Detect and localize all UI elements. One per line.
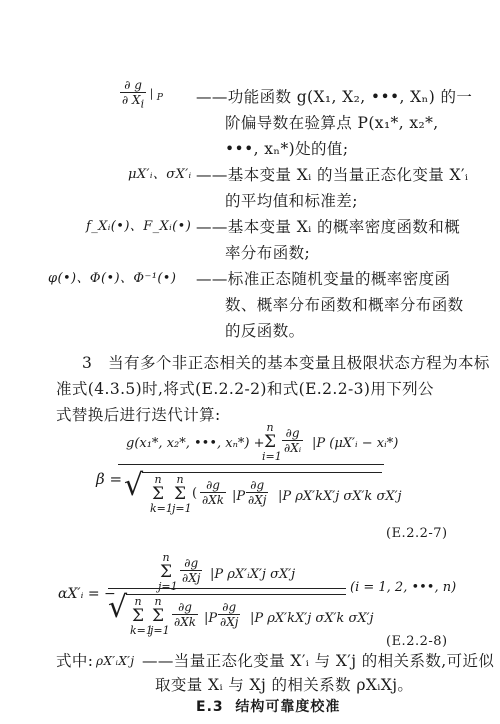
eq7-fraction-bar bbox=[118, 464, 384, 465]
where-line1: ——当量正态化变量 X′ᵢ 与 X′j 的相关系数,可近似 bbox=[142, 652, 495, 670]
eq7-num-sum: n Σ i=1 bbox=[262, 421, 282, 463]
eq8-den-frac2: $\frac{\partial g}{\partial Xj}$ bbox=[220, 600, 239, 629]
def3-line2: 率分布函数; bbox=[225, 244, 311, 262]
eq7-den-mid: |P bbox=[232, 489, 246, 504]
section-number: E.3 bbox=[196, 699, 224, 715]
eq8-condition: (i = 1, 2, •••, n) bbox=[350, 580, 457, 595]
def4-line1: ——标准正态随机变量的概率密度函 bbox=[196, 270, 451, 288]
def4-line3: 的反函数。 bbox=[225, 322, 305, 340]
eq8-num-frac: $\frac{\partial g}{\partial Xj}$ bbox=[182, 556, 201, 585]
eq7-numerator-tail: |P (μX′ᵢ − xᵢ*) bbox=[312, 436, 399, 451]
where-symbol: ρX′ᵢX′j bbox=[96, 654, 135, 668]
section-title: 结构可靠度校准 bbox=[235, 699, 341, 715]
where-prefix: 式中: bbox=[56, 652, 94, 670]
eq8-den-tail: |P ρX′kX′j σX′k σX′j bbox=[250, 611, 374, 626]
eq8-den-sum2: n Σ j=1 bbox=[150, 595, 170, 637]
eq7-lhs: β = bbox=[96, 470, 123, 488]
def3-symbol: f_Xᵢ(•)、F_Xᵢ(•) bbox=[86, 219, 192, 234]
eq8-num-tail: |P ρX′ᵢX′j σX′j bbox=[210, 567, 296, 582]
eq7-den-paren: ( bbox=[192, 486, 198, 501]
eq7-label: (E.2.2-7) bbox=[386, 526, 448, 541]
def1-line1: ——功能函数 g(X₁, X₂, •••, Xₙ) 的一 bbox=[196, 88, 473, 106]
eq8-den-sum1: n Σ k=1 bbox=[130, 595, 153, 637]
def4-line2: 数、概率分布函数和概率分布函数 bbox=[225, 296, 464, 314]
eq7-den-frac1: $\frac{\partial g}{\partial Xk}$ bbox=[202, 478, 225, 507]
eq8-lhs: αX′ᵢ = − bbox=[58, 586, 116, 602]
eq7-num-frac: $\frac{\partial g}{\text{∂Xᵢ}}$ bbox=[284, 426, 302, 455]
para3-line1: 3 当有多个非正态相关的基本变量且极限状态方程为本标 bbox=[82, 354, 490, 372]
def1-line2: 阶偏导数在验算点 P(x₁*, x₂*, bbox=[225, 114, 439, 132]
def1-symbol: $\frac{\partial g}{\partial X_i}$ | $_P$ bbox=[122, 78, 163, 111]
eq8-label: (E.2.2-8) bbox=[386, 634, 448, 649]
eq8-fraction-bar bbox=[108, 588, 346, 589]
def2-line2: 的平均值和标准差; bbox=[225, 192, 358, 210]
eq8-sqrt-sign: √ bbox=[108, 590, 128, 625]
def2-line1: ——基本变量 Xᵢ 的当量正态化变量 X′ᵢ bbox=[196, 166, 469, 184]
eq8-num-sum: n Σ j=1 bbox=[158, 551, 178, 593]
def4-symbol: φ(•)、Φ(•)、Φ⁻¹(•) bbox=[48, 271, 177, 286]
para3-line2: 准式(4.3.5)时,将式(E.2.2-2)和式(E.2.2-3)用下列公 bbox=[56, 380, 434, 398]
section-heading bbox=[196, 696, 340, 716]
para3-line3: 式替换后进行迭代计算: bbox=[56, 406, 221, 424]
eq8-den-mid: |P bbox=[204, 611, 218, 626]
eq7-numerator-a: g(x₁*, x₂*, •••, xₙ*) + bbox=[126, 436, 265, 451]
eq7-den-sum1: n Σ k=1 bbox=[150, 473, 173, 515]
def2-symbol: μX′ᵢ、σX′ᵢ bbox=[128, 167, 192, 182]
eq7-sqrt-sign: √ bbox=[124, 468, 144, 503]
eq7-den-sum2: n Σ j=1 bbox=[172, 473, 192, 515]
where-line2: 取变量 Xᵢ 与 Xj 的相关系数 ρXᵢXj。 bbox=[155, 676, 414, 694]
def1-line3: •••, xₙ*)处的值; bbox=[225, 140, 349, 158]
eq8-den-frac1: $\frac{\partial g}{\partial Xk}$ bbox=[174, 600, 197, 629]
eq7-den-tail: |P ρX′kX′j σX′k σX′j bbox=[278, 489, 402, 504]
eq7-den-frac2: $\frac{\partial g}{\partial Xj}$ bbox=[248, 478, 267, 507]
def3-line1: ——基本变量 Xᵢ 的概率密度函数和概 bbox=[196, 218, 461, 236]
